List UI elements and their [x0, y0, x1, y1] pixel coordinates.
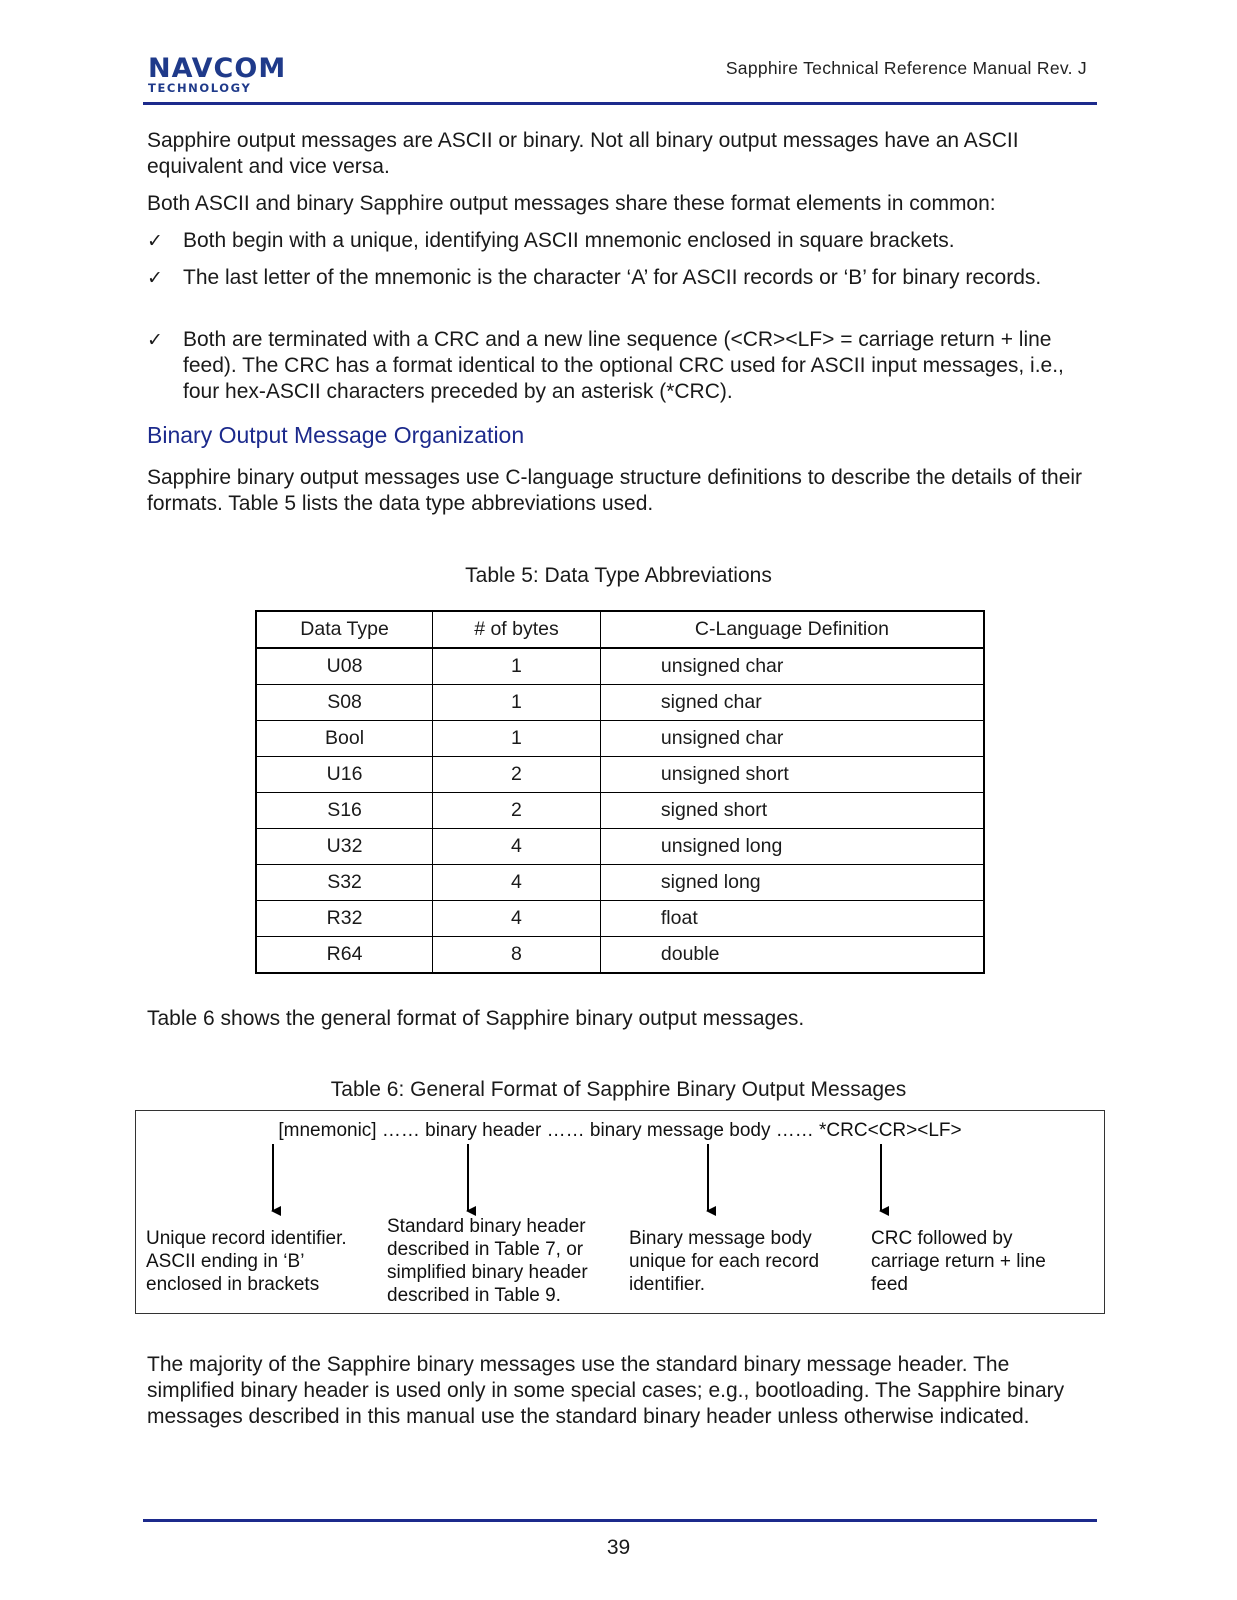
- logo-line2: TECHNOLOGY: [148, 81, 252, 95]
- table-row: [256, 757, 984, 793]
- table-cell: unsigned char: [600, 648, 984, 685]
- bullet-text: Both are terminated with a CRC and a new line sequence (<CR><LF> = carriage return + line feed). The CRC has a format identical to the optional CRC used for ASCII input messages, i.e., four hex-ASCII characters preceded by an asterisk (*CRC).: [183, 328, 1064, 403]
- header-rule: [143, 102, 1097, 105]
- check-mark-icon: ✓: [147, 329, 163, 351]
- table5-caption: Table 5: Data Type Abbreviations: [465, 564, 772, 587]
- closing-paragraph: The majority of the Sapphire binary messages use the standard binary message header. The simplified binary header is used only in some special cases; e.g., bootloading. The Sapphire binary messages described in this manual use the standard binary header unless otherwise indicated.: [147, 1353, 1065, 1428]
- table-row: [256, 793, 984, 829]
- table-cell: 1: [433, 685, 601, 721]
- bullet-text: The last letter of the mnemonic is the character ‘A’ for ASCII records or ‘B’ for binary records.: [183, 266, 1042, 289]
- table-cell: U16: [256, 757, 433, 793]
- table-cell: S08: [256, 685, 433, 721]
- table-cell: 8: [433, 937, 601, 974]
- intro-paragraph-1: Sapphire output messages are ASCII or binary. Not all binary output messages have an ASCII equivalent and vice versa.: [147, 129, 1019, 178]
- column-header: # of bytes: [433, 611, 601, 648]
- navcom-logo: [148, 53, 308, 95]
- table-cell: float: [600, 901, 984, 937]
- logo-line1: NAVCOM: [148, 53, 287, 84]
- table-cell: S16: [256, 793, 433, 829]
- table-cell: 4: [433, 829, 601, 865]
- table-row: [256, 865, 984, 901]
- column-header: Data Type: [256, 611, 433, 648]
- table-cell: Bool: [256, 721, 433, 757]
- desc-mnemonic: Unique record identifier. ASCII ending in ‘B’ enclosed in brackets: [146, 1228, 347, 1295]
- table-cell: 4: [433, 865, 601, 901]
- section-paragraph: Sapphire binary output messages use C-language structure definitions to describe the details of their formats. Table 5 lists the data type abbreviations used.: [147, 466, 1083, 515]
- table-cell: signed long: [600, 865, 984, 901]
- format-diagram-box: [135, 1110, 1105, 1314]
- table-row: [256, 648, 984, 685]
- table-cell: unsigned char: [600, 721, 984, 757]
- intro-paragraph-2: Both ASCII and binary Sapphire output messages share these format elements in common:: [147, 192, 996, 215]
- table-cell: unsigned long: [600, 829, 984, 865]
- table-cell: U32: [256, 829, 433, 865]
- table6-intro: Table 6 shows the general format of Sapphire binary output messages.: [147, 1007, 805, 1030]
- table-cell: R32: [256, 901, 433, 937]
- table-cell: S32: [256, 865, 433, 901]
- table-cell: U08: [256, 648, 433, 685]
- table-row: [256, 829, 984, 865]
- data-type-table: [255, 610, 985, 974]
- table-cell: unsigned short: [600, 757, 984, 793]
- table-cell: R64: [256, 937, 433, 974]
- desc-binary-header: Standard binary header described in Table 7, or simplified binary header described in Table 9.: [387, 1216, 588, 1306]
- table-cell: 1: [433, 721, 601, 757]
- bullet-text: Both begin with a unique, identifying ASCII mnemonic enclosed in square brackets.: [183, 229, 955, 252]
- footer-rule: [143, 1519, 1097, 1522]
- check-mark-icon: ✓: [147, 267, 163, 289]
- check-mark-icon: ✓: [147, 230, 163, 252]
- table-header-row: [256, 611, 984, 648]
- table-row: [256, 937, 984, 974]
- desc-crc: CRC followed by carriage return + line feed: [871, 1228, 1046, 1295]
- table-cell: 2: [433, 757, 601, 793]
- page-number: 39: [606, 1536, 631, 1559]
- desc-message-body: Binary message body unique for each record identifier.: [629, 1228, 820, 1295]
- table-row: [256, 901, 984, 937]
- table-cell: double: [600, 937, 984, 974]
- table-cell: 2: [433, 793, 601, 829]
- section-heading: Binary Output Message Organization: [147, 422, 525, 448]
- table-row: [256, 721, 984, 757]
- document-title: Sapphire Technical Reference Manual Rev. J: [725, 58, 1087, 78]
- table6-caption: Table 6: General Format of Sapphire Binary Output Messages: [330, 1078, 907, 1101]
- table-cell: 4: [433, 901, 601, 937]
- table-cell: 1: [433, 648, 601, 685]
- column-header: C-Language Definition: [600, 611, 984, 648]
- table-cell: signed short: [600, 793, 984, 829]
- format-line: [mnemonic] …… binary header …… binary message body …… *CRC<CR><LF>: [278, 1120, 962, 1141]
- table-row: [256, 685, 984, 721]
- table-cell: signed char: [600, 685, 984, 721]
